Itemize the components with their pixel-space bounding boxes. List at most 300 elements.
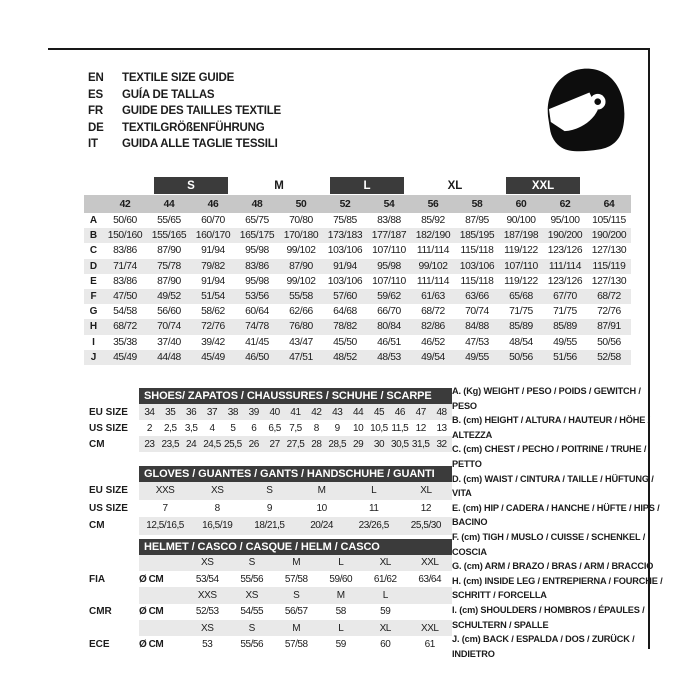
measurement-cell: 123/126 xyxy=(547,275,583,287)
value-cell: M xyxy=(336,589,345,601)
measurement-cell: 107/110 xyxy=(372,245,406,257)
value-cell: 61 xyxy=(424,639,435,651)
size-columns-row xyxy=(84,195,631,213)
helmet-values xyxy=(139,604,452,620)
value-cell: S xyxy=(293,589,300,601)
helmet-values xyxy=(139,587,452,603)
value-cell: XL xyxy=(379,622,391,634)
measurement-cell: 49/52 xyxy=(157,291,181,303)
value-cell: 4 xyxy=(209,422,215,434)
measurement-cell: 107/110 xyxy=(372,275,406,287)
value-cell: XS xyxy=(211,485,224,497)
measurement-cell: 90/100 xyxy=(506,215,536,227)
measurement-cell: 177/187 xyxy=(371,230,407,242)
value-cell: L xyxy=(338,557,344,569)
measurement-cell: 80/84 xyxy=(377,321,401,333)
value-cell: 25,5 xyxy=(224,438,242,450)
shoes-values xyxy=(139,420,452,436)
value-cell: 12 xyxy=(415,422,426,434)
measurement-cell: 155/165 xyxy=(151,230,187,242)
value-cell: 29 xyxy=(352,438,364,450)
measurement-cell: 115/119 xyxy=(592,260,626,272)
value-cell: 24,5 xyxy=(203,438,221,450)
shoes-row xyxy=(89,404,452,420)
value-cell: 11 xyxy=(369,502,379,514)
gloves-values xyxy=(139,500,452,518)
measurement-cell: 119/122 xyxy=(504,245,538,257)
measurement-cell: 91/94 xyxy=(201,245,225,257)
measurement-cell: 85/92 xyxy=(421,215,445,227)
row-letter: G xyxy=(89,306,98,318)
value-cell: L xyxy=(338,622,344,634)
shoes-section-title: SHOES/ ZAPATOS / CHAUSSURES / SCHUHE / SCARPE xyxy=(139,388,452,404)
value-cell: 28 xyxy=(311,438,322,450)
value-cell: 6,5 xyxy=(268,422,281,434)
value-cell: 8 xyxy=(214,502,220,514)
value-cell: XXS xyxy=(155,485,175,497)
measurement-cell: 51/56 xyxy=(553,351,577,363)
value-cell: 58 xyxy=(335,606,346,618)
measurement-cell: 45/49 xyxy=(113,351,137,363)
language-code: EN xyxy=(88,72,104,84)
helmet-values xyxy=(139,555,452,571)
value-cell: M xyxy=(292,622,301,634)
value-cell: 12 xyxy=(420,502,432,514)
measurement-cell: 61/63 xyxy=(421,291,445,303)
measurement-cell: 76/80 xyxy=(289,321,313,333)
helmet-section xyxy=(89,539,452,653)
row-label xyxy=(89,555,139,571)
measurement-row-a xyxy=(84,213,631,228)
measurement-cell: 103/106 xyxy=(459,260,495,272)
value-cell: 11,5 xyxy=(391,422,409,434)
size-group-xxl: XXL xyxy=(506,177,580,194)
measurement-cell: 182/190 xyxy=(415,230,451,242)
measurement-cell: 68/72 xyxy=(597,291,621,303)
measurement-cell: 111/114 xyxy=(548,260,582,272)
language-code: DE xyxy=(88,121,104,134)
legend-item-c: C. (cm) CHEST / PECHO / POITRINE / TRUHE / PETTO xyxy=(452,444,647,469)
helmet-icon xyxy=(536,64,630,161)
value-cell: 9 xyxy=(334,422,340,434)
measurement-cell: 83/88 xyxy=(377,215,401,227)
row-letter: J xyxy=(90,351,97,363)
measurement-cell: 190/200 xyxy=(547,230,583,242)
measurement-row-h xyxy=(84,319,631,334)
measurement-cell: 48/53 xyxy=(377,351,401,363)
value-cell: 53 xyxy=(202,639,213,651)
value-cell: 2,5 xyxy=(164,422,177,434)
language-label: TEXTILGRÖßENFÜHRUNG xyxy=(122,121,265,134)
value-cell: 60 xyxy=(380,639,391,651)
gloves-values xyxy=(139,482,452,500)
shoes-values xyxy=(139,404,452,420)
legend-item-e: E. (cm) HIP / CADERA / HANCHE / HÜFTE / HIPS / BACINO xyxy=(452,502,660,528)
value-cell: XXL xyxy=(420,557,439,569)
measurement-cell: 50/60 xyxy=(113,215,137,227)
row-label: FIA xyxy=(89,573,106,585)
measurement-cell: 63/66 xyxy=(465,291,489,303)
helmet-values xyxy=(139,620,452,636)
measurement-cell: 47/53 xyxy=(465,336,489,348)
accessory-tables xyxy=(89,388,452,653)
measurement-row-b xyxy=(84,228,631,243)
row-label xyxy=(89,587,139,603)
language-row xyxy=(88,103,281,120)
measurement-cell: 190/200 xyxy=(591,230,627,242)
gloves-values xyxy=(139,517,452,535)
measurement-cell: 99/102 xyxy=(418,260,448,272)
measurement-row-d xyxy=(84,259,631,274)
value-cell: XXL xyxy=(420,622,439,634)
value-cell: 59 xyxy=(335,639,346,651)
helmet-row xyxy=(89,604,452,620)
value-cell: XS xyxy=(201,557,214,569)
row-label xyxy=(89,620,139,636)
helmet-values xyxy=(139,636,452,652)
value-cell: 13 xyxy=(436,422,447,434)
legend-item-f: F. (cm) TIGH / MUSLO / CUISSE / SCHENKEL / COSCIA xyxy=(452,531,646,557)
size-column-header: 52 xyxy=(339,198,351,210)
row-letter: I xyxy=(92,336,95,348)
measurement-cell: 165/175 xyxy=(239,230,275,242)
value-cell: 28,5 xyxy=(328,438,347,450)
measurement-cell: 44/48 xyxy=(157,351,181,363)
value-cell: 23,5 xyxy=(161,438,180,450)
measurement-cell: 50/56 xyxy=(597,336,621,348)
measurement-cell: 66/70 xyxy=(377,306,401,318)
measurement-cell: 49/54 xyxy=(421,351,445,363)
measurement-cell: 35/38 xyxy=(113,336,137,348)
measurement-row-j xyxy=(84,350,631,365)
measurement-cell: 53/56 xyxy=(245,291,269,303)
helmet-values xyxy=(139,571,452,587)
row-letter: F xyxy=(90,291,97,303)
value-cell: 34 xyxy=(144,406,155,418)
measurement-cell: 70/74 xyxy=(465,306,489,318)
value-cell: S xyxy=(248,622,255,634)
measurement-cell: 99/102 xyxy=(286,245,316,257)
measurement-cell: 41/45 xyxy=(245,336,269,348)
value-cell: 30,5 xyxy=(390,438,409,450)
gloves-row xyxy=(89,500,452,518)
value-cell: 43 xyxy=(332,406,343,418)
measurement-cell: 55/58 xyxy=(289,291,313,303)
value-cell: 9 xyxy=(266,502,272,514)
measurement-row-e xyxy=(84,274,631,289)
measurement-cell: 46/50 xyxy=(245,351,269,363)
measurement-cell: 72/76 xyxy=(597,306,621,318)
size-column-header: 54 xyxy=(383,198,395,210)
shoes-rows xyxy=(89,404,452,452)
measurement-cell: 170/180 xyxy=(283,230,319,242)
value-cell: 57/58 xyxy=(284,573,308,585)
measurement-cell: 75/78 xyxy=(157,260,181,272)
measurement-cell: 87/91 xyxy=(597,321,621,333)
measurement-cell: 119/122 xyxy=(504,275,538,287)
helmet-section-title: HELMET / CASCO / CASQUE / HELM / CASCO xyxy=(139,539,452,555)
measurement-cell: 91/94 xyxy=(333,260,357,272)
size-column-header: 42 xyxy=(119,198,131,210)
language-label: GUIDA ALLE TAGLIE TESSILI xyxy=(122,138,278,150)
size-group-l: L xyxy=(330,177,404,194)
value-cell: 44 xyxy=(352,406,364,418)
measurement-cell: 105/115 xyxy=(592,215,626,227)
language-row xyxy=(88,136,281,153)
helmet-row xyxy=(89,636,452,652)
row-letter: B xyxy=(89,230,98,242)
value-cell: 27 xyxy=(269,438,280,450)
diameter-label: Ø CM xyxy=(139,639,164,651)
row-letter: E xyxy=(90,275,97,287)
helmet-rows xyxy=(89,555,452,653)
row-label: CMR xyxy=(89,606,112,618)
helmet-row xyxy=(89,620,452,636)
measurement-row-g xyxy=(84,304,631,319)
gloves-row xyxy=(89,517,452,535)
measurement-cell: 115/118 xyxy=(460,245,494,257)
gloves-section xyxy=(89,466,452,535)
size-column-header: 64 xyxy=(603,198,615,210)
measurement-cell: 87/90 xyxy=(289,260,313,272)
measurement-cell: 82/86 xyxy=(421,321,445,333)
legend-item-j: J. (cm) BACK / ESPALDA / DOS / ZURÜCK / INDIETRO xyxy=(452,634,635,659)
language-row xyxy=(88,87,281,104)
value-cell: 23/26,5 xyxy=(358,520,389,532)
shoes-section xyxy=(89,388,452,452)
measurement-cell: 75/85 xyxy=(333,215,357,227)
gloves-rows xyxy=(89,482,452,535)
language-label: GUÍA DE TALLAS xyxy=(122,88,215,101)
measurement-cell: 45/49 xyxy=(201,351,225,363)
value-cell: 27,5 xyxy=(286,438,305,450)
legend-item-h: H. (cm) INSIDE LEG / ENTREPIERNA / FOURCHE / SCHRITT / FORCELLA xyxy=(452,575,663,601)
measurement-cell: 62/66 xyxy=(289,306,313,318)
measurement-cell: 47/51 xyxy=(289,351,313,363)
size-column-header: 62 xyxy=(559,198,571,210)
legend-item-b: B. (cm) HEIGHT / ALTURA / HAUTEUR / HÖHE / ALTEZZA xyxy=(452,415,651,440)
value-cell: 8 xyxy=(313,422,319,434)
measurement-cell: 70/80 xyxy=(289,215,313,227)
measurement-cell: 74/78 xyxy=(245,321,269,333)
language-code: FR xyxy=(88,105,103,117)
measurement-cell: 43/47 xyxy=(289,336,313,348)
gloves-section-title: GLOVES / GUANTES / GANTS / HANDSCHUHE / GUANTI xyxy=(139,466,452,482)
row-label: CM xyxy=(89,438,105,450)
measurement-cell: 160/170 xyxy=(195,230,231,242)
value-cell: XXS xyxy=(197,589,217,601)
measurement-cell: 67/70 xyxy=(553,291,577,303)
value-cell: 20/24 xyxy=(310,520,333,532)
value-cell: L xyxy=(371,485,377,497)
value-cell: 53/54 xyxy=(195,573,219,585)
value-cell: 25,5/30 xyxy=(410,520,442,532)
value-cell: 46 xyxy=(394,406,405,418)
measurement-cell: 83/86 xyxy=(245,260,269,272)
value-cell: 31,5 xyxy=(411,438,430,450)
legend-item-d: D. (cm) WAIST / CINTURA / TAILLE / HÜFTUNG / VITA xyxy=(452,473,654,499)
measurement-cell: 78/82 xyxy=(333,321,357,333)
value-cell: 57/58 xyxy=(284,639,308,651)
measurement-cell: 91/94 xyxy=(201,275,225,287)
value-cell: 55/56 xyxy=(240,573,264,585)
measurement-cell: 87/95 xyxy=(465,215,489,227)
value-cell: 54/55 xyxy=(240,606,264,618)
size-column-header: 44 xyxy=(163,198,175,210)
measurement-cell: 68/72 xyxy=(421,306,445,318)
value-cell: 38 xyxy=(227,406,238,418)
value-cell: 2 xyxy=(146,422,152,434)
measurement-cell: 71/74 xyxy=(113,260,137,272)
measurement-cell: 173/183 xyxy=(327,230,363,242)
value-cell: 56/57 xyxy=(284,606,308,618)
shoes-row xyxy=(89,436,452,452)
value-cell: 42 xyxy=(311,406,322,418)
size-group-s: S xyxy=(154,177,228,194)
value-cell: L xyxy=(382,589,388,601)
measurement-cell: 99/102 xyxy=(286,275,316,287)
measurement-cell: 150/160 xyxy=(107,230,143,242)
measurement-cell: 64/68 xyxy=(333,306,357,318)
value-cell: S xyxy=(248,557,255,569)
measurement-cell: 84/88 xyxy=(465,321,489,333)
measurement-cell: 95/98 xyxy=(377,260,401,272)
shoes-row xyxy=(89,420,452,436)
diameter-label: Ø CM xyxy=(139,606,164,618)
helmet-row xyxy=(89,587,452,603)
value-cell: 35 xyxy=(165,406,176,418)
language-list xyxy=(88,70,281,153)
measurement-cell: 51/54 xyxy=(201,291,225,303)
value-cell: 59 xyxy=(380,606,391,618)
value-cell: 10 xyxy=(352,422,364,434)
row-label: EU SIZE xyxy=(89,485,128,497)
size-column-header: 56 xyxy=(427,198,439,210)
measurement-cell: 103/106 xyxy=(327,275,363,287)
diameter-label: Ø CM xyxy=(139,573,164,585)
measurement-cell: 87/90 xyxy=(157,245,181,257)
row-letter: H xyxy=(89,321,98,333)
measurement-cell: 49/55 xyxy=(553,336,577,348)
measurement-cell: 111/114 xyxy=(416,245,450,257)
value-cell: XL xyxy=(420,485,432,497)
value-cell: 3,5 xyxy=(184,422,198,434)
measurement-cell: 49/55 xyxy=(465,351,489,363)
legend-item-g: G. (cm) ARM / BRAZO / BRAS / ARM / BRACCIO xyxy=(452,561,654,572)
helmet-row xyxy=(89,571,452,587)
size-column-header: 50 xyxy=(295,198,307,210)
measurement-cell: 48/54 xyxy=(509,336,533,348)
measurement-cell: 54/58 xyxy=(113,306,137,318)
value-cell: 52/53 xyxy=(195,606,219,618)
measurement-cell: 65/68 xyxy=(509,291,533,303)
frame-top-rule xyxy=(48,48,650,50)
measurement-cell: 111/114 xyxy=(416,275,450,287)
value-cell: 37 xyxy=(206,406,218,418)
value-cell: 10,5 xyxy=(370,422,388,434)
legend-item-i: I. (cm) SHOULDERS / HOMBROS / ÉPAULES / SCHULTERN / SPALLE xyxy=(452,604,645,630)
size-column-header: 46 xyxy=(207,198,219,210)
value-cell: 16,5/19 xyxy=(202,520,233,532)
measurement-cell: 95/100 xyxy=(550,215,580,227)
measurement-cell: 48/52 xyxy=(333,351,357,363)
measurement-cell: 47/50 xyxy=(113,291,137,303)
measurement-cell: 72/76 xyxy=(201,321,225,333)
value-cell: 24 xyxy=(186,438,197,450)
helmet-row xyxy=(89,555,452,571)
measurement-cell: 187/198 xyxy=(503,230,539,242)
language-label: GUIDE DES TAILLES TEXTILE xyxy=(122,105,281,117)
shoes-values xyxy=(139,436,452,452)
measurement-cell: 83/86 xyxy=(113,275,137,287)
row-label: ECE xyxy=(89,639,110,651)
measurement-cell: 79/82 xyxy=(201,260,225,272)
measurement-cell: 37/40 xyxy=(157,336,181,348)
measurement-cell: 39/42 xyxy=(201,336,225,348)
measurement-cell: 45/50 xyxy=(333,336,357,348)
measurement-row-f xyxy=(84,289,631,304)
value-cell: 26 xyxy=(248,438,259,450)
measurement-cell: 46/52 xyxy=(421,336,445,348)
row-label: CM xyxy=(89,520,105,532)
value-cell: XL xyxy=(379,557,391,569)
row-letter: C xyxy=(89,245,98,257)
language-row xyxy=(88,120,281,137)
language-code: ES xyxy=(88,88,103,101)
measurement-cell: 58/62 xyxy=(201,306,225,318)
measurement-cell: 107/110 xyxy=(504,260,538,272)
measurement-cell: 85/89 xyxy=(553,321,577,333)
measurement-cell: 52/58 xyxy=(597,351,621,363)
value-cell: 61/62 xyxy=(373,573,397,585)
size-group-row xyxy=(84,176,631,195)
value-cell: 7 xyxy=(162,502,168,514)
measurement-cell: 55/65 xyxy=(157,215,181,227)
measurement-cell: 50/56 xyxy=(509,351,533,363)
measurement-cell: 60/64 xyxy=(245,306,269,318)
size-column-header: 58 xyxy=(471,198,483,210)
value-cell: XS xyxy=(245,589,258,601)
language-label: TEXTILE SIZE GUIDE xyxy=(122,72,235,84)
value-cell: 40 xyxy=(269,406,280,418)
legend-item-a: A. (Kg) WEIGHT / PESO / POIDS / GEWITCH / PESO xyxy=(452,386,641,411)
value-cell: 18/21,5 xyxy=(254,520,285,532)
measurement-cell: 71/75 xyxy=(509,306,533,318)
measurement-cell: 57/60 xyxy=(333,291,357,303)
row-label: US SIZE xyxy=(89,422,128,434)
value-cell: 45 xyxy=(373,406,385,418)
measurement-legend xyxy=(452,384,667,661)
measurement-row-c xyxy=(84,243,631,258)
measurement-cell: 87/90 xyxy=(157,275,181,287)
size-column-header: 48 xyxy=(251,198,263,210)
value-cell: 23 xyxy=(144,438,155,450)
value-cell: M xyxy=(292,557,301,569)
measurement-cell: 85/89 xyxy=(509,321,533,333)
value-cell: 6 xyxy=(251,422,257,434)
value-cell: S xyxy=(266,485,273,497)
value-cell: 32 xyxy=(436,438,447,450)
value-cell: 12,5/16,5 xyxy=(146,520,184,532)
measurement-cell: 59/62 xyxy=(377,291,401,303)
measurement-cell: 95/98 xyxy=(245,245,269,257)
gloves-row xyxy=(89,482,452,500)
value-cell: 59/60 xyxy=(329,573,353,585)
row-letter: D xyxy=(89,260,98,272)
measurement-cell: 127/130 xyxy=(591,245,627,257)
language-row xyxy=(88,70,281,87)
size-group-m: M xyxy=(274,179,284,192)
